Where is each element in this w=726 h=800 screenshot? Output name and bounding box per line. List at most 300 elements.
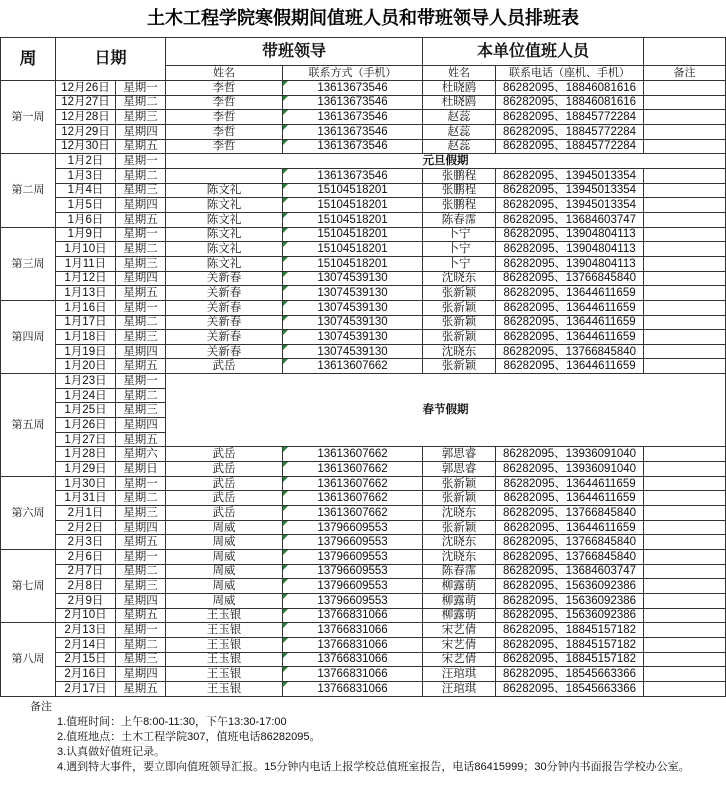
staff-phone-cell: 86282095、18845157182 <box>496 623 644 638</box>
date-cell: 1月19日 <box>56 344 116 359</box>
weekday-cell: 星期三 <box>116 183 166 198</box>
weekday-cell: 星期一 <box>116 550 166 565</box>
remark-cell <box>644 139 726 154</box>
leader-phone-cell: 15104518201 <box>283 183 423 198</box>
leader-phone-cell: 13766831066 <box>283 667 423 682</box>
date-cell: 12月28日 <box>56 110 116 125</box>
leader-phone-cell: 13074539130 <box>283 300 423 315</box>
staff-phone-cell: 86282095、13644611659 <box>496 315 644 330</box>
remark-cell <box>644 344 726 359</box>
leader-phone-cell: 15104518201 <box>283 227 423 242</box>
leader-phone-cell: 13766831066 <box>283 652 423 667</box>
remark-cell <box>644 462 726 477</box>
weekday-cell: 星期三 <box>116 652 166 667</box>
leader-phone-cell: 13613673546 <box>283 124 423 139</box>
staff-phone-cell: 86282095、13644611659 <box>496 300 644 315</box>
date-cell: 1月4日 <box>56 183 116 198</box>
weekday-cell: 星期五 <box>116 139 166 154</box>
table-row <box>1 315 726 330</box>
staff-name-cell: 郭思睿 <box>423 447 496 462</box>
staff-name-cell: 张新颖 <box>423 330 496 345</box>
weekday-cell: 星期四 <box>116 198 166 213</box>
table-row <box>1 344 726 359</box>
leader-phone-cell: 13613607662 <box>283 491 423 506</box>
date-cell: 1月29日 <box>56 462 116 477</box>
leader-name-cell: 周威 <box>166 535 283 550</box>
holiday-cell: 春节假期 <box>166 374 726 447</box>
leader-phone-cell: 13613673546 <box>283 95 423 110</box>
staff-name-cell: 柳露萌 <box>423 608 496 623</box>
table-row <box>1 476 726 491</box>
note-item: 1.值班时间：上午8:00-11:30，下午13:30-17:00 <box>57 715 287 728</box>
staff-name-cell: 张新颖 <box>423 476 496 491</box>
table-row <box>1 154 726 169</box>
remark-cell <box>644 300 726 315</box>
week-label: 第八周 <box>1 623 56 696</box>
staff-phone-cell: 86282095、13904804113 <box>496 227 644 242</box>
staff-name-cell: 张新颖 <box>423 286 496 301</box>
notes-section <box>0 700 726 775</box>
date-cell: 2月9日 <box>56 593 116 608</box>
date-cell: 1月13日 <box>56 286 116 301</box>
leader-phone-cell: 13796609553 <box>283 593 423 608</box>
remark-cell <box>644 110 726 125</box>
leader-phone-cell: 13796609553 <box>283 579 423 594</box>
staff-phone-cell: 86282095、13936091040 <box>496 462 644 477</box>
weekday-cell: 星期五 <box>116 681 166 696</box>
leader-name-cell: 武岳 <box>166 359 283 374</box>
weekday-cell: 星期四 <box>116 520 166 535</box>
staff-phone-cell: 86282095、18846081616 <box>496 81 644 96</box>
remark-cell <box>644 330 726 345</box>
weekday-cell: 星期三 <box>116 330 166 345</box>
weekday-cell: 星期五 <box>116 535 166 550</box>
table-row <box>1 124 726 139</box>
leader-name-cell: 王玉银 <box>166 667 283 682</box>
staff-name-cell: 张新颖 <box>423 491 496 506</box>
table-row <box>1 652 726 667</box>
week-label: 第七周 <box>1 550 56 623</box>
header-staff-group: 本单位值班人员 <box>423 38 644 66</box>
date-cell: 1月3日 <box>56 168 116 183</box>
weekday-cell: 星期三 <box>116 506 166 521</box>
table-row <box>1 667 726 682</box>
weekday-cell: 星期二 <box>116 95 166 110</box>
staff-phone-cell: 86282095、13766845840 <box>496 506 644 521</box>
remark-cell <box>644 359 726 374</box>
remark-cell <box>644 447 726 462</box>
staff-phone-cell: 86282095、18845157182 <box>496 637 644 652</box>
staff-name-cell: 沈晓东 <box>423 550 496 565</box>
staff-name-cell: 赵蕊 <box>423 110 496 125</box>
table-row <box>1 183 726 198</box>
staff-phone-cell: 86282095、18845772284 <box>496 124 644 139</box>
table-row <box>1 95 726 110</box>
table-header <box>1 38 726 81</box>
leader-phone-cell: 13766831066 <box>283 637 423 652</box>
header-leader-contact: 联系方式（手机） <box>283 66 423 81</box>
date-cell: 1月9日 <box>56 227 116 242</box>
weekday-cell: 星期二 <box>116 564 166 579</box>
table-row <box>1 491 726 506</box>
staff-name-cell: 赵蕊 <box>423 124 496 139</box>
leader-name-cell: 李哲 <box>166 95 283 110</box>
weekday-cell: 星期一 <box>116 623 166 638</box>
header-staff-contact: 联系电话（座机、手机） <box>496 66 644 81</box>
remark-cell <box>644 520 726 535</box>
leader-name-cell: 周威 <box>166 579 283 594</box>
staff-phone-cell: 86282095、13684603747 <box>496 564 644 579</box>
leader-phone-cell: 15104518201 <box>283 256 423 271</box>
staff-name-cell: 张新颖 <box>423 300 496 315</box>
staff-phone-cell: 86282095、13644611659 <box>496 286 644 301</box>
header-remark: 备注 <box>644 66 726 81</box>
leader-phone-cell: 13074539130 <box>283 271 423 286</box>
staff-phone-cell: 86282095、18545663366 <box>496 681 644 696</box>
date-cell: 2月16日 <box>56 667 116 682</box>
staff-name-cell: 张新颖 <box>423 315 496 330</box>
leader-phone-cell: 13613673546 <box>283 139 423 154</box>
staff-name-cell: 杜晓鸥 <box>423 95 496 110</box>
leader-name-cell: 王玉银 <box>166 623 283 638</box>
remark-cell <box>644 491 726 506</box>
table-row <box>1 637 726 652</box>
weekday-cell: 星期六 <box>116 447 166 462</box>
leader-name-cell: 关新春 <box>166 344 283 359</box>
table-row <box>1 286 726 301</box>
weekday-cell: 星期四 <box>116 271 166 286</box>
header-remark-blank <box>644 38 726 66</box>
weekday-cell: 星期五 <box>116 608 166 623</box>
date-cell: 1月6日 <box>56 212 116 227</box>
weekday-cell: 星期二 <box>116 637 166 652</box>
weekday-cell: 星期二 <box>116 388 166 403</box>
date-cell: 12月30日 <box>56 139 116 154</box>
staff-name-cell: 郭思睿 <box>423 462 496 477</box>
date-cell: 1月20日 <box>56 359 116 374</box>
leader-name-cell: 陈文礼 <box>166 183 283 198</box>
date-cell: 1月28日 <box>56 447 116 462</box>
week-label: 第一周 <box>1 81 56 154</box>
weekday-cell: 星期四 <box>116 593 166 608</box>
date-cell: 1月17日 <box>56 315 116 330</box>
date-cell: 1月26日 <box>56 418 116 433</box>
staff-name-cell: 张鹏程 <box>423 198 496 213</box>
leader-phone-cell: 15104518201 <box>283 198 423 213</box>
leader-phone-cell: 15104518201 <box>283 242 423 257</box>
remark-cell <box>644 271 726 286</box>
remark-cell <box>644 183 726 198</box>
leader-phone-cell: 13766831066 <box>283 623 423 638</box>
leader-name-cell: 陈文礼 <box>166 198 283 213</box>
remark-cell <box>644 535 726 550</box>
table-row <box>1 623 726 638</box>
weekday-cell: 星期五 <box>116 359 166 374</box>
staff-phone-cell: 86282095、13945013354 <box>496 183 644 198</box>
staff-phone-cell: 86282095、13904804113 <box>496 256 644 271</box>
staff-phone-cell: 86282095、15636092386 <box>496 593 644 608</box>
weekday-cell: 星期四 <box>116 667 166 682</box>
remark-cell <box>644 623 726 638</box>
remark-cell <box>644 198 726 213</box>
remark-cell <box>644 681 726 696</box>
weekday-cell: 星期五 <box>116 212 166 227</box>
staff-phone-cell: 86282095、13766845840 <box>496 344 644 359</box>
staff-name-cell: 柳露萌 <box>423 579 496 594</box>
staff-phone-cell: 86282095、15636092386 <box>496 608 644 623</box>
staff-name-cell: 张新颖 <box>423 520 496 535</box>
weekday-cell: 星期五 <box>116 286 166 301</box>
table-row <box>1 462 726 477</box>
leader-name-cell: 武岳 <box>166 462 283 477</box>
weekday-cell: 星期二 <box>116 315 166 330</box>
header-date: 日期 <box>56 38 166 81</box>
staff-name-cell: 柳露萌 <box>423 593 496 608</box>
leader-phone-cell: 13074539130 <box>283 344 423 359</box>
leader-phone-cell: 15104518201 <box>283 212 423 227</box>
leader-name-cell: 陈文礼 <box>166 242 283 257</box>
table-row <box>1 227 726 242</box>
leader-name-cell: 李哲 <box>166 139 283 154</box>
staff-name-cell: 宋艺倩 <box>423 623 496 638</box>
staff-phone-cell: 86282095、13644611659 <box>496 491 644 506</box>
staff-name-cell: 卜宁 <box>423 227 496 242</box>
remark-cell <box>644 652 726 667</box>
leader-phone-cell: 13613673546 <box>283 168 423 183</box>
date-cell: 1月2日 <box>56 154 116 169</box>
date-cell: 2月14日 <box>56 637 116 652</box>
staff-phone-cell: 86282095、13766845840 <box>496 271 644 286</box>
week-label: 第四周 <box>1 300 56 373</box>
remark-cell <box>644 593 726 608</box>
staff-name-cell: 陈春霈 <box>423 564 496 579</box>
date-cell: 2月8日 <box>56 579 116 594</box>
date-cell: 1月10日 <box>56 242 116 257</box>
week-label: 第三周 <box>1 227 56 300</box>
table-row <box>1 81 726 96</box>
leader-phone-cell: 13613607662 <box>283 447 423 462</box>
leader-name-cell: 关新春 <box>166 286 283 301</box>
table-row <box>1 506 726 521</box>
date-cell: 1月18日 <box>56 330 116 345</box>
table-row <box>1 520 726 535</box>
table-row <box>1 447 726 462</box>
leader-name-cell <box>166 168 283 183</box>
remark-cell <box>644 579 726 594</box>
staff-phone-cell: 86282095、18845772284 <box>496 110 644 125</box>
date-cell: 2月6日 <box>56 550 116 565</box>
leader-name-cell: 周威 <box>166 520 283 535</box>
staff-name-cell: 沈晓东 <box>423 506 496 521</box>
remark-cell <box>644 667 726 682</box>
table-row <box>1 681 726 696</box>
staff-name-cell: 陈春霈 <box>423 212 496 227</box>
date-cell: 12月27日 <box>56 95 116 110</box>
leader-name-cell: 武岳 <box>166 476 283 491</box>
date-cell: 2月1日 <box>56 506 116 521</box>
leader-name-cell: 关新春 <box>166 330 283 345</box>
staff-phone-cell: 86282095、13945013354 <box>496 198 644 213</box>
leader-name-cell: 李哲 <box>166 110 283 125</box>
weekday-cell: 星期三 <box>116 579 166 594</box>
staff-name-cell: 沈晓东 <box>423 535 496 550</box>
table-row <box>1 608 726 623</box>
date-cell: 12月26日 <box>56 81 116 96</box>
leader-name-cell: 王玉银 <box>166 681 283 696</box>
weekday-cell: 星期三 <box>116 256 166 271</box>
staff-phone-cell: 86282095、13644611659 <box>496 330 644 345</box>
leader-phone-cell: 13613607662 <box>283 359 423 374</box>
leader-name-cell: 武岳 <box>166 506 283 521</box>
leader-name-cell: 王玉银 <box>166 608 283 623</box>
date-cell: 1月31日 <box>56 491 116 506</box>
leader-name-cell: 陈文礼 <box>166 256 283 271</box>
remark-cell <box>644 242 726 257</box>
date-cell: 2月15日 <box>56 652 116 667</box>
staff-name-cell: 赵蕊 <box>423 139 496 154</box>
staff-phone-cell: 86282095、13766845840 <box>496 535 644 550</box>
weekday-cell: 星期三 <box>116 403 166 418</box>
staff-name-cell: 卜宁 <box>423 242 496 257</box>
table-row <box>1 168 726 183</box>
leader-phone-cell: 13796609553 <box>283 535 423 550</box>
remark-cell <box>644 286 726 301</box>
weekday-cell: 星期二 <box>116 242 166 257</box>
date-cell: 2月3日 <box>56 535 116 550</box>
weekday-cell: 星期一 <box>116 81 166 96</box>
staff-phone-cell: 86282095、13644611659 <box>496 520 644 535</box>
date-cell: 2月10日 <box>56 608 116 623</box>
staff-name-cell: 宋艺倩 <box>423 637 496 652</box>
weekday-cell: 星期一 <box>116 374 166 389</box>
staff-phone-cell: 86282095、13644611659 <box>496 476 644 491</box>
week-label: 第二周 <box>1 154 56 227</box>
date-cell: 1月24日 <box>56 388 116 403</box>
remark-cell <box>644 212 726 227</box>
staff-name-cell: 卜宁 <box>423 256 496 271</box>
leader-name-cell: 关新春 <box>166 315 283 330</box>
date-cell: 1月16日 <box>56 300 116 315</box>
remark-cell <box>644 168 726 183</box>
remark-cell <box>644 124 726 139</box>
staff-phone-cell: 86282095、13766845840 <box>496 550 644 565</box>
table-row <box>1 271 726 286</box>
note-item: 3.认真做好值班记录。 <box>57 745 166 758</box>
header-row-groups <box>1 38 726 66</box>
date-cell: 1月11日 <box>56 256 116 271</box>
week-label: 第五周 <box>1 374 56 477</box>
page-title: 土木工程学院寒假期间值班人员和带班领导人员排班表 <box>147 8 579 28</box>
table-row <box>1 330 726 345</box>
leader-phone-cell: 13796609553 <box>283 520 423 535</box>
weekday-cell: 星期日 <box>116 462 166 477</box>
weekday-cell: 星期二 <box>116 491 166 506</box>
header-leader-name: 姓名 <box>166 66 283 81</box>
date-cell: 1月5日 <box>56 198 116 213</box>
header-week: 周 <box>1 38 56 81</box>
holiday-cell: 元旦假期 <box>166 154 726 169</box>
note-item: 2.值班地点：土木工程学院307，值班电话86282095。 <box>57 730 321 743</box>
staff-phone-cell: 86282095、13904804113 <box>496 242 644 257</box>
staff-name-cell: 张鹏程 <box>423 168 496 183</box>
staff-phone-cell: 86282095、18845772284 <box>496 139 644 154</box>
remark-cell <box>644 550 726 565</box>
staff-phone-cell: 86282095、13684603747 <box>496 212 644 227</box>
staff-phone-cell: 86282095、15636092386 <box>496 579 644 594</box>
staff-name-cell: 张新颖 <box>423 359 496 374</box>
table-row <box>1 300 726 315</box>
weekday-cell: 星期四 <box>116 418 166 433</box>
week-label: 第六周 <box>1 476 56 549</box>
staff-name-cell: 张鹏程 <box>423 183 496 198</box>
remark-cell <box>644 256 726 271</box>
weekday-cell: 星期四 <box>116 124 166 139</box>
leader-phone-cell: 13613607662 <box>283 506 423 521</box>
leader-phone-cell: 13613673546 <box>283 110 423 125</box>
staff-name-cell: 宋艺倩 <box>423 652 496 667</box>
table-row <box>1 564 726 579</box>
leader-phone-cell: 13613673546 <box>283 81 423 96</box>
staff-name-cell: 杜晓鸥 <box>423 81 496 96</box>
leader-phone-cell: 13766831066 <box>283 681 423 696</box>
remark-cell <box>644 227 726 242</box>
weekday-cell: 星期四 <box>116 344 166 359</box>
staff-name-cell: 汪琯琪 <box>423 667 496 682</box>
table-row <box>1 139 726 154</box>
table-row <box>1 359 726 374</box>
table-row <box>1 374 726 389</box>
leader-name-cell: 陈文礼 <box>166 227 283 242</box>
leader-phone-cell: 13074539130 <box>283 286 423 301</box>
leader-name-cell: 周威 <box>166 564 283 579</box>
leader-name-cell: 王玉银 <box>166 652 283 667</box>
leader-name-cell: 周威 <box>166 593 283 608</box>
leader-name-cell: 王玉银 <box>166 637 283 652</box>
leader-phone-cell: 13766831066 <box>283 608 423 623</box>
weekday-cell: 星期一 <box>116 154 166 169</box>
table-row <box>1 550 726 565</box>
leader-name-cell: 陈文礼 <box>166 212 283 227</box>
leader-phone-cell: 13074539130 <box>283 315 423 330</box>
leader-phone-cell: 13796609553 <box>283 550 423 565</box>
leader-phone-cell: 13796609553 <box>283 564 423 579</box>
weekday-cell: 星期三 <box>116 110 166 125</box>
header-leader-group: 带班领导 <box>166 38 423 66</box>
staff-phone-cell: 86282095、18545663366 <box>496 667 644 682</box>
remark-cell <box>644 564 726 579</box>
schedule-table <box>0 37 726 697</box>
leader-name-cell: 武岳 <box>166 447 283 462</box>
leader-name-cell: 李哲 <box>166 81 283 96</box>
staff-name-cell: 沈晓东 <box>423 271 496 286</box>
weekday-cell: 星期一 <box>116 476 166 491</box>
table-row <box>1 110 726 125</box>
weekday-cell: 星期一 <box>116 300 166 315</box>
remark-cell <box>644 637 726 652</box>
staff-phone-cell: 86282095、18845157182 <box>496 652 644 667</box>
leader-name-cell: 关新春 <box>166 271 283 286</box>
leader-name-cell: 武岳 <box>166 491 283 506</box>
staff-phone-cell: 86282095、13644611659 <box>496 359 644 374</box>
date-cell: 2月17日 <box>56 681 116 696</box>
header-staff-name: 姓名 <box>423 66 496 81</box>
table-row <box>1 212 726 227</box>
remark-cell <box>644 506 726 521</box>
remark-cell <box>644 315 726 330</box>
table-row <box>1 535 726 550</box>
weekday-cell: 星期二 <box>116 168 166 183</box>
staff-phone-cell: 86282095、13945013354 <box>496 168 644 183</box>
